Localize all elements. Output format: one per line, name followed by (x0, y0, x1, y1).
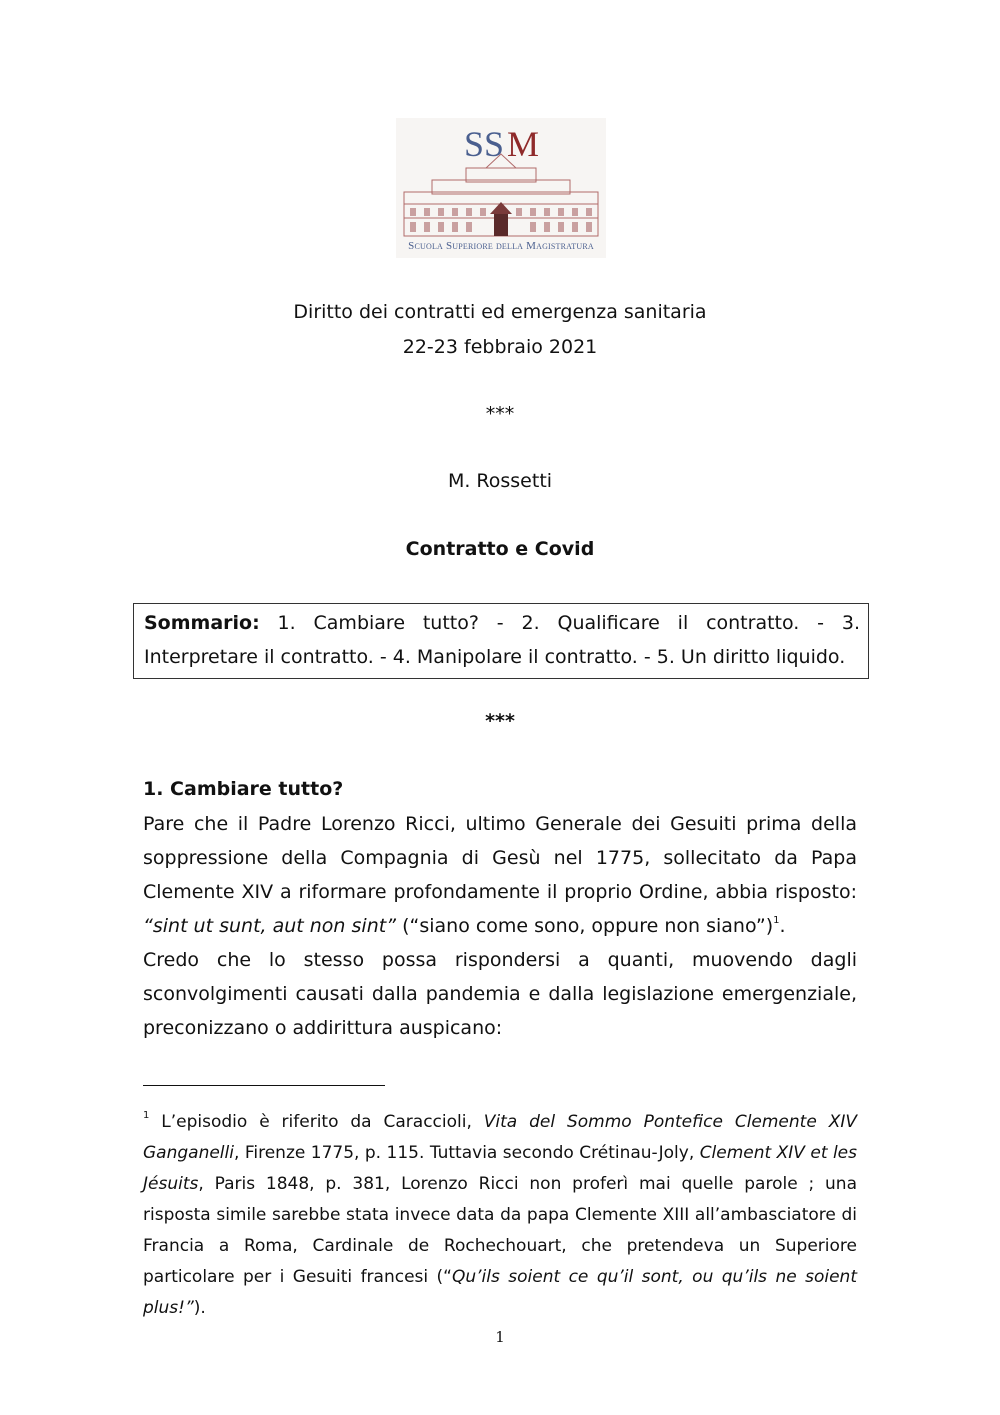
separator-stars-bold: *** (485, 710, 515, 732)
summary-text: 1. Cambiare tutto? - 2. Qualificare il contratto. - 3. Interpretare il contratto. - 4. Manipolare il contratto. - 5. Un diritto liquido. (144, 612, 860, 668)
paragraph-1-translation: (“siano come sono, oppure non siano”) (396, 915, 774, 937)
latin-quote: “sint ut sunt, aut non sint” (143, 915, 397, 937)
event-title: Diritto dei contratti ed emergenza sanitaria (293, 301, 707, 323)
section-heading: 1. Cambiare tutto? (143, 778, 344, 800)
footnote (143, 1107, 857, 1324)
paragraph-2: Credo che lo stesso possa rispondersi a quanti, muovendo dagli sconvolgimenti causati dalla pandemia e dalla legislazione emergenziale, preconizzano o addirittura auspicano: (143, 949, 857, 1039)
summary-box (133, 603, 869, 679)
article-title: Contratto e Covid (405, 538, 595, 560)
footnote-ref[interactable]: 1 (773, 915, 780, 926)
footnote-rule (143, 1085, 385, 1086)
event-date: 22-23 febbraio 2021 (402, 336, 598, 358)
separator-stars: *** (485, 403, 515, 425)
footnote-text-3: , Paris 1848, p. 381, Lorenzo Ricci non proferì mai quelle parole ; una risposta simile sarebbe stata invece data da papa Clemente XIII all’ambasciatore di Francia a Roma, Cardinale de Rochechouart, che pretendeva un Superiore particolare per i Gesuiti francesi (“ (143, 1174, 857, 1287)
footnote-number: 1 (143, 1110, 150, 1121)
paragraph-1-text: Pare che il Padre Lorenzo Ricci, ultimo Generale dei Gesuiti prima della soppressione della Compagnia di Gesù nel 1775, sollecitato da Papa Clemente XIV a riformare profondamente il proprio Ordine, abbia risposto: (143, 813, 857, 903)
svg-text:M: M (507, 124, 540, 164)
summary-label: Sommario: (144, 612, 260, 634)
footnote-text-2: , Firenze 1775, p. 115. Tuttavia secondo Crétinau-Joly, (233, 1143, 700, 1163)
paragraph-1-end: . (779, 915, 786, 937)
footnote-book-title-2: Clement XIV et les Jésuits (143, 1143, 857, 1194)
svg-text:SS: SS (464, 124, 505, 164)
paragraph-1 (143, 807, 857, 943)
footnote-text-4: ). (193, 1298, 206, 1318)
ssm-logo-caption: Scuola Superiore della Magistratura (408, 240, 594, 252)
footnote-book-title-1: Vita del Sommo Pontefice Clemente XIV Ganganelli (143, 1112, 857, 1163)
ssm-logo (396, 118, 606, 258)
ssm-logo-image (396, 118, 606, 258)
section-body (143, 807, 857, 1045)
footnote-quote: Qu’ils soient ce qu’il sont, ou qu’ils ne soient plus!” (143, 1267, 858, 1318)
author-name: M. Rossetti (447, 470, 553, 492)
page-number: 1 (495, 1328, 505, 1346)
footnote-text-1: L’episodio è riferito da Caraccioli, (149, 1112, 484, 1132)
